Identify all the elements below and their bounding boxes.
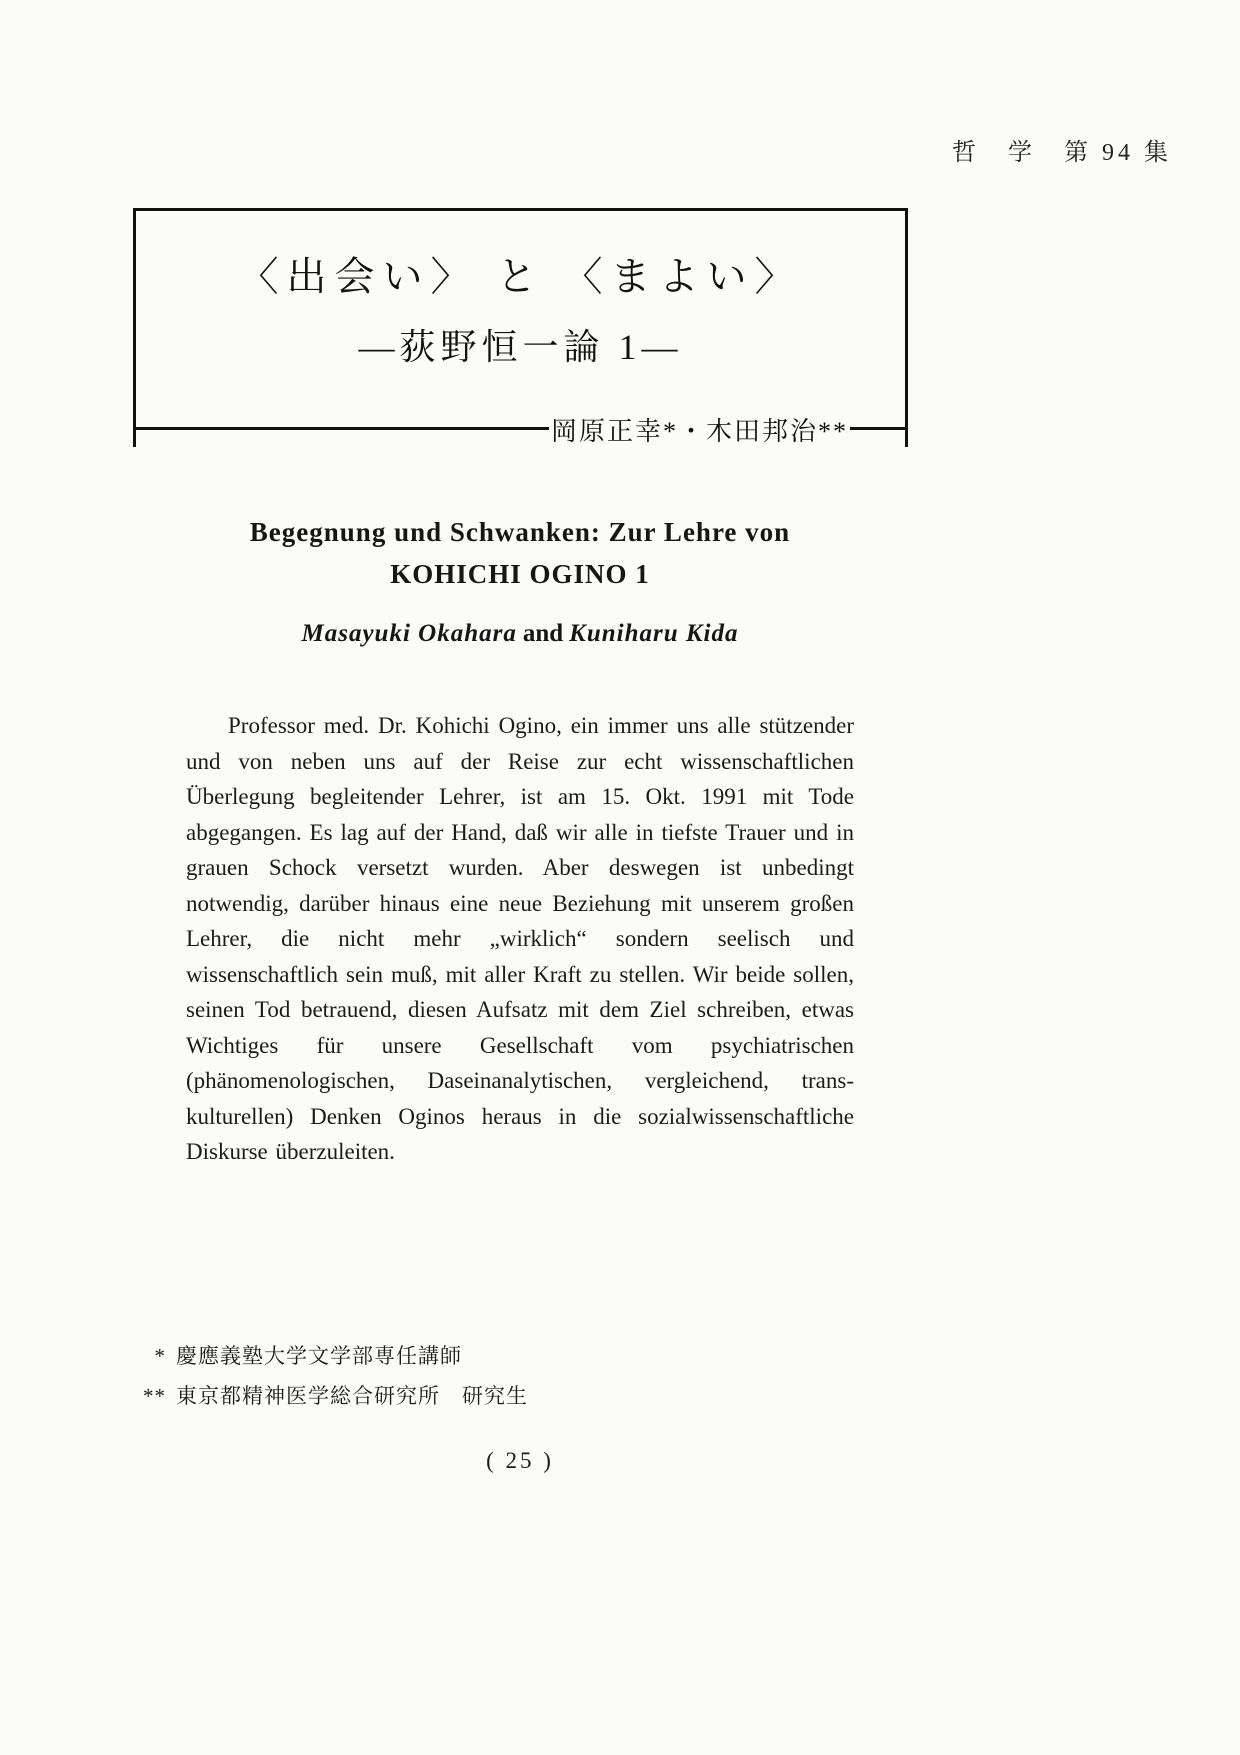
footnote-1-marker: * (154, 1344, 166, 1368)
article-title-japanese-line1: 〈出会い〉 と 〈まよい〉 (238, 254, 803, 299)
footnotes (124, 1336, 528, 1416)
page-number: ( 25 ) (486, 1448, 554, 1473)
article-title-japanese-line2: ―荻野恒一論 1― (358, 327, 683, 367)
footnote-1 (124, 1336, 528, 1376)
title-box-bottom-rule (133, 410, 908, 447)
authors-romanized (0, 620, 1040, 648)
author-conjunction: and (522, 620, 564, 647)
journal-issue-header: 哲 学 第 94 集 (952, 140, 1172, 166)
authors-japanese: 岡原正幸*・木田邦治** (550, 417, 848, 446)
german-heading (0, 512, 1040, 596)
title-box (133, 208, 908, 447)
footnote-2 (124, 1376, 528, 1416)
german-heading-line2: KOHICHI OGINO 1 (390, 558, 650, 589)
author-name-2: Kuniharu Kida (569, 620, 739, 647)
footnote-2-text: 東京都精神医学総合研究所 研究生 (176, 1384, 528, 1408)
rule-right (850, 427, 908, 430)
author-name-1: Masayuki Okahara (301, 620, 517, 647)
footnote-1-text: 慶應義塾大学文学部専任講師 (176, 1344, 462, 1368)
german-heading-line1: Begegnung und Schwanken: Zur Lehre von (249, 517, 791, 547)
abstract-paragraph: Professor med. Dr. Kohichi Ogino, ein immer uns alle stützender und von neben uns auf der Reise zur echt wissenschaftlichen Überlegung begleitender Lehrer, ist am 15. Okt. 1991 mit Tode abgegangen. Es lag auf der Hand, daß wir alle in tiefste Trauer und in grauen Schock versetzt wurden. Aber deswegen ist unbedingt notwendig, darüber hinaus eine neue Beziehung mit unserem großen Lehrer, die nicht mehr „wirklich“ sondern seelisch und wissenschaftlich sein muß, mit aller Kraft zu stellen. Wir beide sollen, seinen Tod betrauend, diesen Aufsatz mit dem Ziel schreiben, etwas Wichtiges für unsere Gesellschaft vom psychiatrischen (phänomenologischen, Daseinanalytischen, vergleichend, trans-kulturellen) Denken Oginos heraus in die sozialwissenschaftliche Diskurse überzuleiten. (186, 713, 854, 1164)
rule-left (133, 427, 549, 430)
footnote-2-marker: ** (143, 1384, 166, 1408)
